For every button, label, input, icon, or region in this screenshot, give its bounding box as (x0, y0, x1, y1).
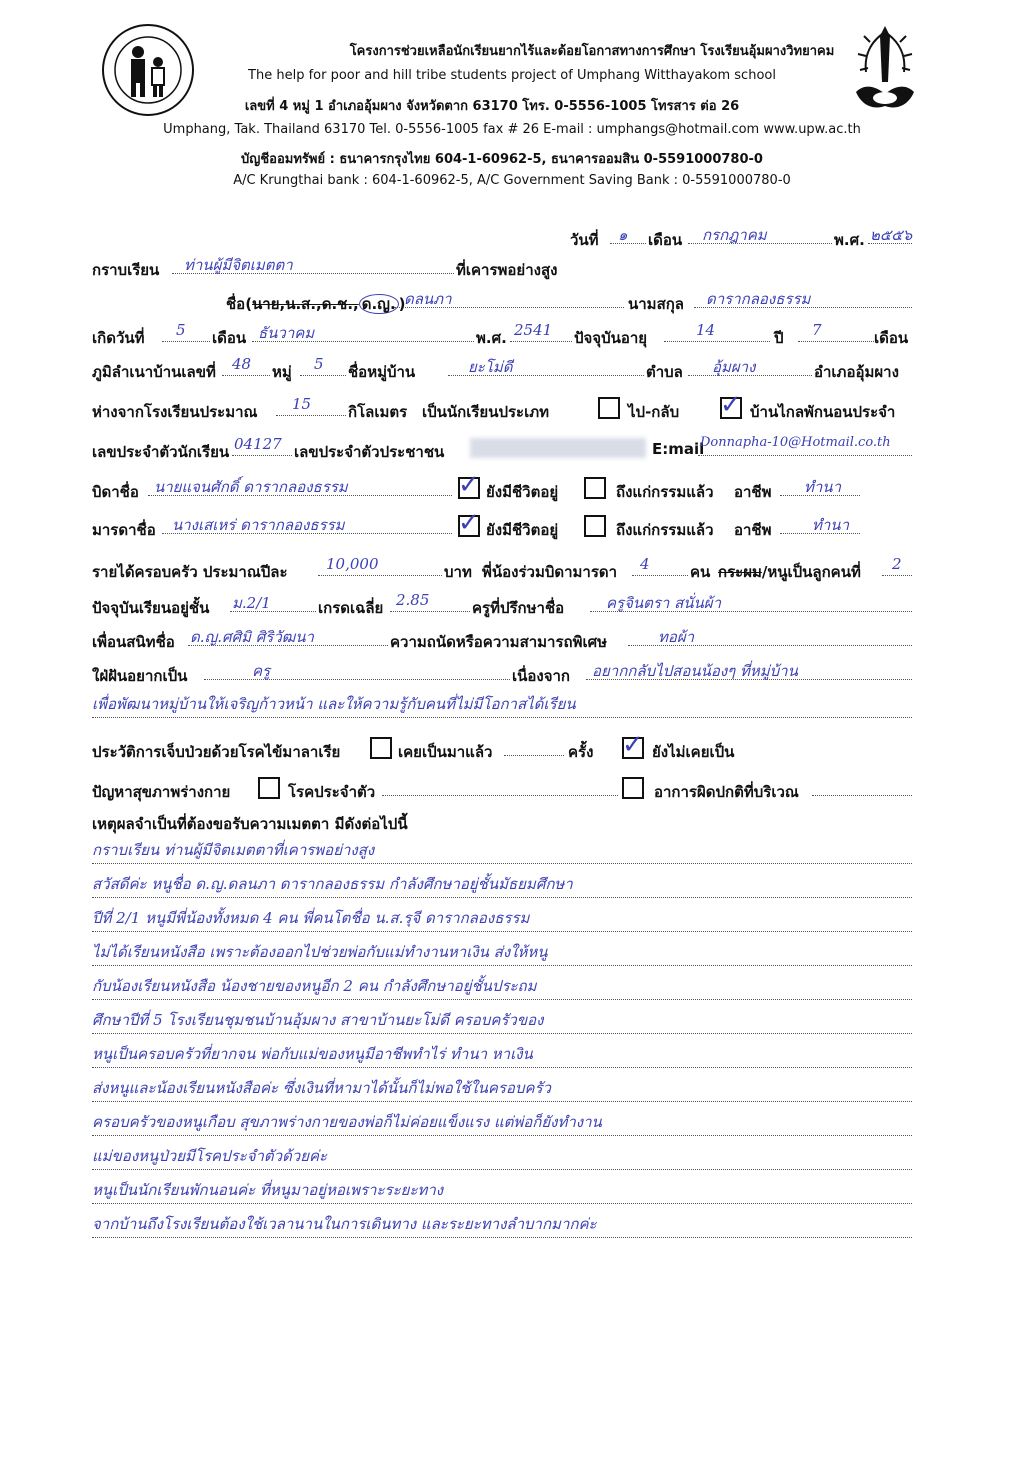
home-no-value[interactable]: 48 (232, 355, 252, 373)
surname-value[interactable]: ดารากลองธรรม (706, 290, 811, 308)
dream-label: ใฝ่ฝันอยากเป็น (92, 667, 188, 685)
birth-month-value[interactable]: ธันวาคม (258, 324, 315, 342)
reason-line-5 (92, 974, 912, 1004)
home-no-label: ภูมิลำเนาบ้านเลขที่ (92, 363, 216, 381)
addressee-value[interactable]: ท่านผู้มีจิตเมตตา (184, 256, 293, 274)
mother-deceased-label: ถึงแก่กรรมแล้ว (616, 521, 714, 539)
siblings-value[interactable]: 4 (640, 555, 650, 573)
malaria-times-label: ครั้ง (568, 743, 594, 761)
header-thai-bank: บัญชีออมทรัพย์ : ธนาคารกรุงไทย 604-1-60962-5, ธนาคารออมสิน 0-5591000780-0 (241, 152, 763, 167)
reason-text-12[interactable]: จากบ้านถึงโรงเรียนต้องใช้เวลานานในการเดินทาง และระยะทางลำบากมากค่ะ (92, 1215, 597, 1233)
birth-day-value[interactable]: 5 (176, 321, 186, 339)
malaria-yes-label: เคยเป็นมาแล้ว (398, 743, 493, 761)
mother-label: มารดาชื่อ (92, 521, 156, 539)
reason-line-4 (92, 940, 912, 970)
health-row (92, 780, 912, 804)
baht-label: บาท (444, 563, 472, 581)
income-row (92, 555, 912, 584)
friend-label: เพื่อนสนิทชื่อ (92, 633, 175, 651)
advisor-value[interactable]: ครูจินตรา สนั่นผ้า (606, 594, 721, 612)
gpa-label: เกรดเฉลี่ย (318, 599, 384, 617)
reason-text-2[interactable]: สวัสดีค่ะ หนูชื่อ ด.ญ.ดลนภา ดารากลองธรรม กำลังศึกษาอยู่ชั้นมัธยมศึกษา (92, 875, 573, 893)
reason-line-9 (92, 1110, 912, 1140)
dream-row (92, 664, 912, 688)
distance-value[interactable]: 15 (292, 395, 312, 413)
redacted-national-id (470, 438, 646, 458)
reason-heading: เหตุผลจำเป็นที่ต้องขอรับความเมตตา มีดังต่อไปนี้ (92, 815, 408, 833)
mother-name-value[interactable]: นางเสเหร่ ดารากลองธรรม (172, 516, 345, 534)
header-english-address: Umphang, Tak. Thailand 63170 Tel. 0-5556-1005 fax # 26 E-mail : umphangs@hotmail.com www.upw.ac.th (163, 122, 861, 137)
birth-day-label: เกิดวันที่ (92, 329, 145, 347)
malaria-yes-checkbox[interactable] (370, 737, 392, 759)
reason-text-7[interactable]: หนูเป็นครอบครัวที่ยากจน พ่อกับแม่ของหนูมีอาชีพทำไร่ ทำนา หาเงิน (92, 1045, 533, 1063)
tambon-value[interactable]: อุ้มผาง (712, 358, 756, 376)
malaria-row (92, 730, 912, 764)
mother-job-value[interactable]: ทำนา (812, 516, 849, 534)
id-row (92, 435, 912, 464)
mother-alive-check-mark: ✓ (458, 508, 480, 538)
year-value[interactable]: ๒๕๕๖ (870, 226, 913, 244)
reason-text-3[interactable]: ปีที่ 2/1 หนูมีพี่น้องทั้งหมด 4 คน พี่คนโตชื่อ น.ส.รุจี ดารากลองธรรม (92, 909, 530, 927)
reason-line-1 (92, 838, 912, 868)
mother-alive-label: ยังมีชีวิตอยู่ (486, 521, 559, 539)
health-label: ปัญหาสุขภาพร่างกาย (92, 783, 231, 801)
date-label: วันที่ (570, 231, 599, 249)
class-value[interactable]: ม.2/1 (232, 594, 271, 612)
struck-gender-word: กระผม (718, 563, 762, 581)
mother-row (92, 508, 912, 542)
chronic-disease-checkbox[interactable] (258, 777, 280, 799)
age-years-unit: ปี (774, 329, 784, 347)
birth-year-label: พ.ศ. (476, 329, 507, 347)
abnormal-symptom-label: อาการผิดปกติที่บริเวณ (654, 783, 799, 801)
reason-text-5[interactable]: กับน้องเรียนหนังสือ น้องชายของหนูอีก 2 คน กำลังศึกษาอยู่ชั้นประถม (92, 977, 537, 995)
abnormal-symptom-checkbox[interactable] (622, 777, 644, 799)
talent-value[interactable]: ทอผ้า (658, 628, 695, 646)
reason-text-11[interactable]: หนูเป็นนักเรียนพักนอนค่ะ ที่หนูมาอยู่หอเพราะระยะทาง (92, 1181, 444, 1199)
child-order-label: กระผม/หนูเป็นลูกคนที่ (718, 563, 861, 581)
talent-label: ความถนัดหรือความสามารถพิเศษ (390, 633, 608, 651)
reason-line-12 (92, 1212, 912, 1242)
commute-checkbox[interactable] (598, 397, 620, 419)
reason-text-6[interactable]: ศึกษาปีที่ 5 โรงเรียนชุมชนบ้านอุ้มผาง สาขาบ้านยะโม่ดี ครอบครัวของ (92, 1011, 544, 1029)
reason-text-9[interactable]: ครอบครัวของหนูเกือบ สุขภาพร่างกายของพ่อก็ไม่ค่อยแข็งแรง แต่พ่อก็ยังทำงาน (92, 1113, 602, 1131)
siblings-label: พี่น้องร่วมบิดามารดา (482, 563, 618, 581)
reason-text-1[interactable]: กราบเรียน ท่านผู้มีจิตเมตตาที่เคารพอย่างสูง (92, 841, 375, 859)
reason-line-8 (92, 1076, 912, 1106)
friend-row (92, 630, 912, 654)
home-row (92, 355, 912, 384)
km-label: กิโลเมตร (348, 403, 408, 421)
moo-label: หมู่ (272, 363, 292, 381)
income-value[interactable]: 10,000 (326, 555, 379, 573)
header-thai-address: เลขที่ 4 หมู่ 1 อำเภออุ้มผาง จังหวัดตาก 63170 โทร. 0-5556-1005 โทรสาร ต่อ 26 (244, 99, 740, 114)
student-id-label: เลขประจำตัวนักเรียน (92, 443, 230, 461)
father-job-value[interactable]: ทำนา (804, 478, 841, 496)
circled-title: ด.ญ. (359, 294, 399, 314)
mother-job-label: อาชีพ (734, 521, 772, 539)
email-label: E:mail (652, 440, 705, 458)
malaria-label: ประวัติการเจ็บป่วยด้วยโรคไข้มาลาเรีย (92, 743, 341, 761)
father-row (92, 470, 912, 504)
father-alive-label: ยังมีชีวิตอยู่ (486, 483, 559, 501)
father-deceased-label: ถึงแก่กรรมแล้ว (616, 483, 714, 501)
because-label: เนื่องจาก (512, 667, 571, 685)
name-row (92, 292, 912, 316)
mother-deceased-checkbox[interactable] (584, 515, 606, 537)
age-years-value[interactable]: 14 (696, 321, 716, 339)
first-name-value[interactable]: ดลนภา (404, 290, 452, 308)
year-label: พ.ศ. (834, 231, 865, 249)
student-id-value[interactable]: 04127 (234, 435, 282, 453)
surname-label: นามสกุล (628, 295, 684, 313)
national-id-label: เลขประจำตัวประชาชน (294, 443, 445, 461)
date-row (92, 228, 912, 252)
birth-month-label: เดือน (212, 329, 247, 347)
email-value[interactable]: Donnapha-10@Hotmail.co.th (700, 435, 891, 450)
distance-label: ห่างจากโรงเรียนประมาณ (92, 403, 258, 421)
month-value[interactable]: กรกฎาคม (702, 226, 767, 244)
boarding-label: บ้านไกลพักนอนประจำ (750, 403, 896, 421)
reason-line-11 (92, 1178, 912, 1208)
addressee-label: กราบเรียน (92, 261, 160, 279)
reason-line-3 (92, 906, 912, 936)
age-months-value[interactable]: 7 (812, 321, 822, 339)
village-value[interactable]: ยะโม่ดี (468, 358, 513, 376)
friend-value[interactable]: ด.ญ.ศศิมิ ศิริวัฒนา (190, 628, 314, 646)
child-order-value[interactable]: 2 (892, 555, 902, 573)
father-label: บิดาชื่อ (92, 483, 139, 501)
reason-line-7 (92, 1042, 912, 1072)
birth-year-value[interactable]: 2541 (514, 321, 553, 339)
class-row (92, 591, 912, 620)
because-value-1[interactable]: อยากกลับไปสอนน้องๆ ที่หมู่บ้าน (592, 662, 798, 680)
name-label: ชื่อ(นาย,น.ส.,ด.ช., ด.ญ. ) (226, 295, 406, 313)
age-months-unit: เดือน (874, 329, 909, 347)
age-label: ปัจจุบันอายุ (574, 329, 648, 347)
father-name-value[interactable]: นายแจนศักดิ์ ดารากลองธรรม (154, 478, 348, 496)
respected-text: ที่เคารพอย่างสูง (456, 261, 558, 279)
birth-row (92, 321, 912, 350)
reason-line-6 (92, 1008, 912, 1038)
income-label: รายได้ครอบครัว ประมาณปีละ (92, 563, 288, 581)
advisor-label: ครูที่ปรึกษาชื่อ (472, 599, 565, 617)
distance-row (92, 390, 912, 424)
malaria-no-label: ยังไม่เคยเป็น (652, 743, 735, 761)
father-job-label: อาชีพ (734, 483, 772, 501)
because-value-2[interactable]: เพื่อพัฒนาหมู่บ้านให้เจริญก้าวหน้า และให้ความรู้กับคนที่ไม่มีโอกาสได้เรียน (92, 695, 576, 713)
reason-line-10 (92, 1144, 912, 1174)
person-label: คน (690, 563, 711, 581)
struck-titles: นาย,น.ส.,ด.ช., (252, 295, 359, 313)
date-value[interactable]: ๑ (618, 226, 628, 244)
reason-line-2 (92, 872, 912, 902)
amphoe-text: อำเภออุ้มผาง (814, 363, 899, 381)
because-line-2 (92, 692, 912, 722)
father-alive-check-mark: ✓ (458, 470, 480, 500)
malaria-no-check-mark: ✓ (622, 730, 644, 760)
reason-text-10[interactable]: แม่ของหนูป่วยมีโรคประจำตัวด้วยค่ะ (92, 1147, 328, 1165)
header-english-bank: A/C Krungthai bank : 604-1-60962-5, A/C Government Saving Bank : 0-5591000780-0 (233, 173, 791, 188)
reason-heading-row (92, 812, 912, 836)
month-label: เดือน (648, 231, 683, 249)
chronic-disease-label: โรคประจำตัว (288, 783, 376, 801)
addressee-row (92, 258, 912, 282)
student-type-label: เป็นนักเรียนประเภท (422, 403, 550, 421)
header-thai-title: โครงการช่วยเหลือนักเรียนยากไร้และด้อยโอกาสทางการศึกษา โรงเรียนอุ้มผางวิทยาคม (349, 44, 835, 59)
header-english-title: The help for poor and hill tribe students project of Umphang Witthayakom school (248, 68, 776, 83)
village-label: ชื่อหมู่บ้าน (348, 363, 416, 381)
reason-text-8[interactable]: ส่งหนูและน้องเรียนหนังสือค่ะ ซึ่งเงินที่หามาได้นั้นก็ไม่พอใช้ในครอบครัว (92, 1079, 551, 1097)
commute-label: ไป-กลับ (628, 403, 680, 421)
reason-text-4[interactable]: ไม่ได้เรียนหนังสือ เพราะต้องออกไปช่วยพ่อกับแม่ทำงานหาเงิน ส่งให้หนู (92, 943, 548, 961)
boarding-check-mark: ✓ (720, 390, 742, 420)
dream-value[interactable]: ครู (252, 662, 271, 680)
moo-value[interactable]: 5 (314, 355, 324, 373)
class-label: ปัจจุบันเรียนอยู่ชั้น (92, 599, 210, 617)
father-deceased-checkbox[interactable] (584, 477, 606, 499)
gpa-value[interactable]: 2.85 (396, 591, 430, 609)
tambon-label: ตำบล (646, 363, 683, 381)
